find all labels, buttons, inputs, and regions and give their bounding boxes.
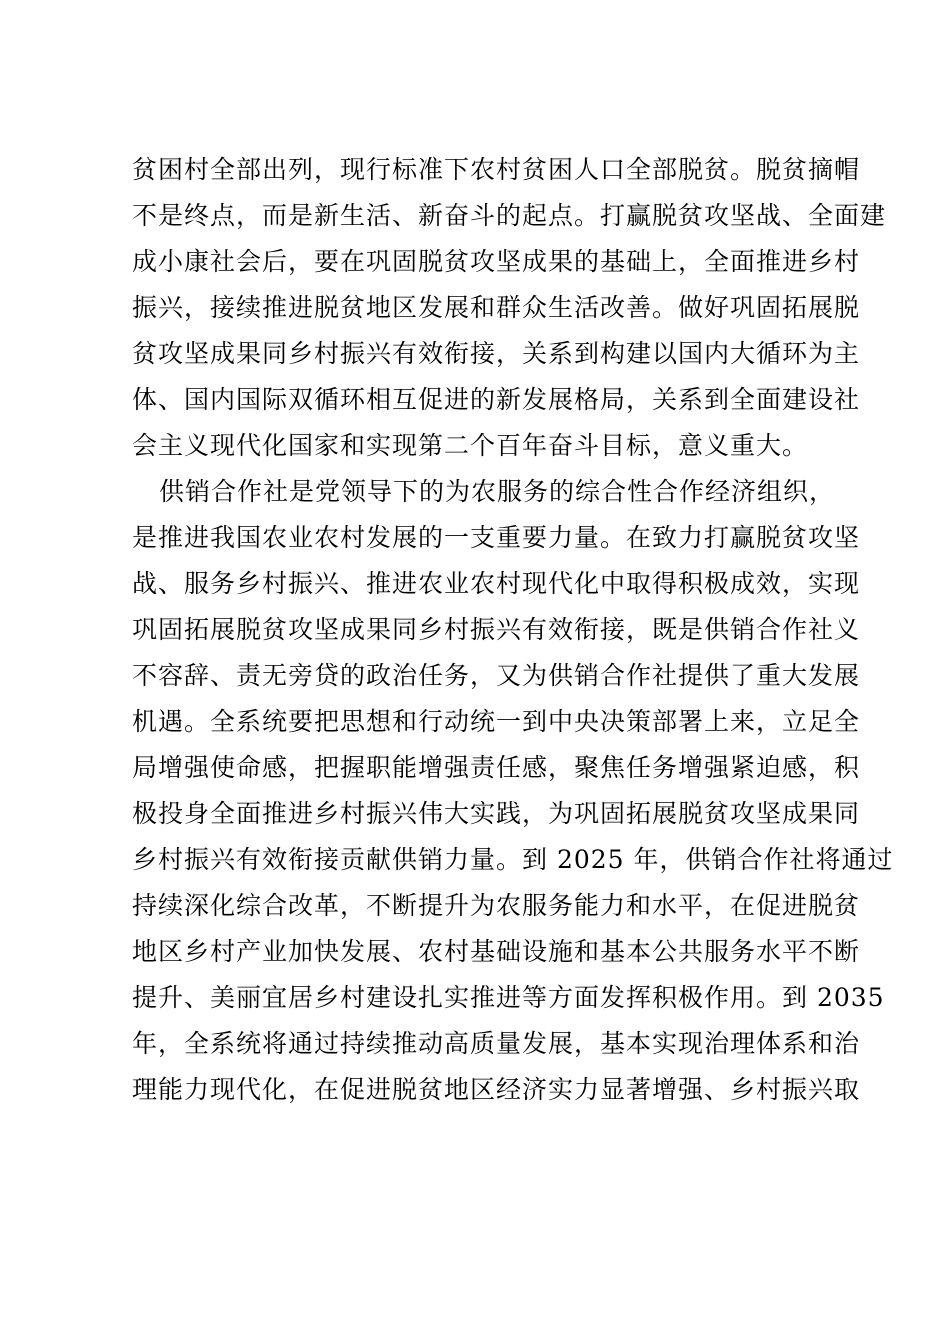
text-line: 机遇。全系统要把思想和行动统一到中央决策部署上来，立足全	[132, 707, 861, 736]
text-line: 地区乡村产业加快发展、农村基础设施和基本公共服务水平不断	[132, 937, 861, 966]
text-line: 局增强使命感，把握职能增强责任感，聚焦任务增强紧迫感，积	[132, 753, 861, 782]
text-line: 会主义现代化国家和实现第二个百年奋斗目标，意义重大。	[132, 431, 809, 460]
paragraph-1	[132, 147, 887, 469]
text-line: 是推进我国农业农村发展的一支重要力量。在致力打赢脱贫攻坚	[132, 523, 861, 552]
text-line: 战、服务乡村振兴、推进农业农村现代化中取得积极成效，实现	[132, 569, 861, 598]
text-line: 贫攻坚成果同乡村振兴有效衔接，关系到构建以国内大循环为主	[132, 339, 861, 368]
text-line: 年，全系统将通过持续推动高质量发展，基本实现治理体系和治	[132, 1029, 861, 1058]
text-line: 乡村振兴有效衔接贡献供销力量。到 2025 年，供销合作社将通过	[132, 845, 894, 874]
paragraph-2	[132, 469, 894, 1113]
text-line: 振兴，接续推进脱贫地区发展和群众生活改善。做好巩固拓展脱	[132, 293, 861, 322]
text-line: 成小康社会后，要在巩固脱贫攻坚成果的基础上，全面推进乡村	[132, 247, 861, 276]
text-line: 提升、美丽宜居乡村建设扎实推进等方面发挥积极作用。到 2035	[132, 983, 885, 1012]
text-line: 持续深化综合改革，不断提升为农服务能力和水平，在促进脱贫	[132, 891, 861, 920]
text-line: 巩固拓展脱贫攻坚成果同乡村振兴有效衔接，既是供销合作社义	[132, 615, 861, 644]
document-body	[132, 147, 894, 1113]
text-line: 不容辞、责无旁贷的政治任务，又为供销合作社提供了重大发展	[132, 661, 861, 690]
text-line: 体、国内国际双循环相互促进的新发展格局，关系到全面建设社	[132, 385, 861, 414]
text-line: 贫困村全部出列，现行标准下农村贫困人口全部脱贫。脱贫摘帽	[132, 155, 861, 184]
text-line: 供销合作社是党领导下的为农服务的综合性合作经济组织，	[159, 477, 836, 506]
text-line: 不是终点，而是新生活、新奋斗的起点。打赢脱贫攻坚战、全面建	[132, 201, 887, 230]
text-line: 极投身全面推进乡村振兴伟大实践，为巩固拓展脱贫攻坚成果同	[132, 799, 861, 828]
text-line: 理能力现代化，在促进脱贫地区经济实力显著增强、乡村振兴取	[132, 1075, 861, 1104]
